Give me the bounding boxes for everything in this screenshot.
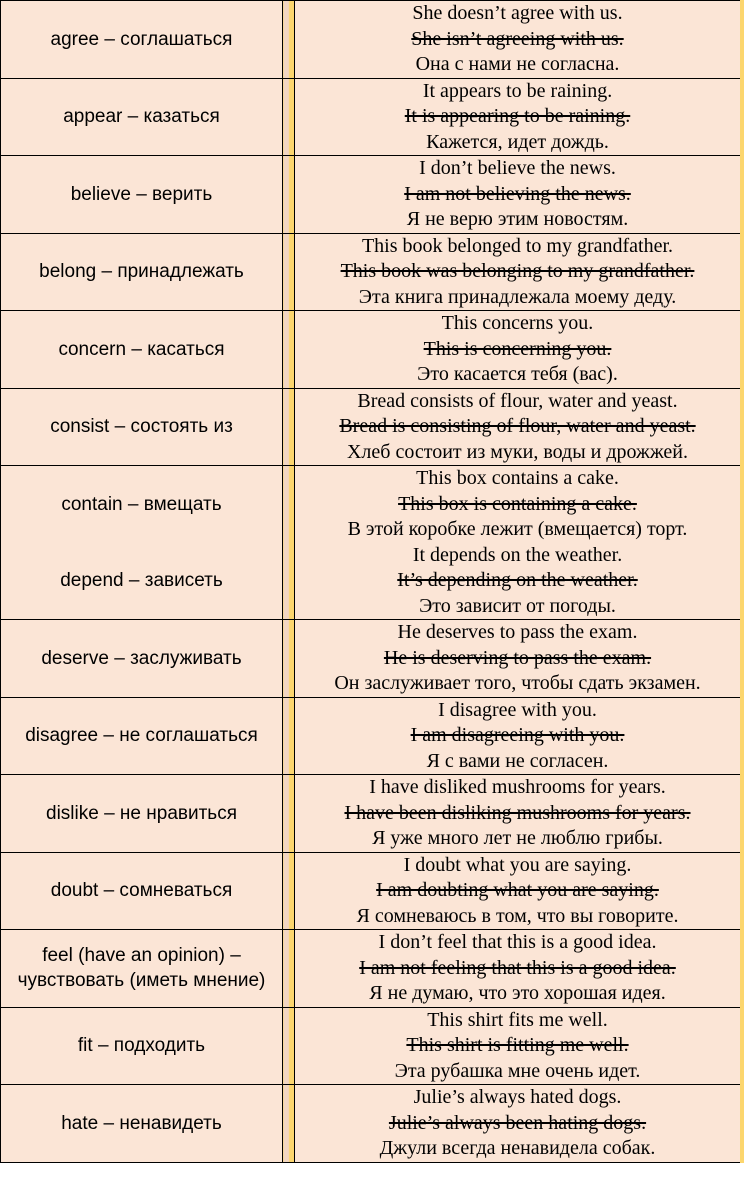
verb-cell: feel (have an opinion) – чувствовать (иметь мнение) [1, 930, 283, 1008]
example-cell [295, 697, 743, 775]
wrong-example: I am doubting what you are saying. [376, 879, 659, 901]
wrong-example: Bread is consisting of flour, water and yeast. [339, 415, 696, 437]
table-row [1, 233, 743, 311]
verb-cell: dislike – не нравиться [1, 775, 283, 853]
table-row [1, 156, 743, 234]
translation: Кажется, идет дождь. [426, 130, 609, 153]
translation: Эта книга принадлежала моему деду. [358, 285, 677, 308]
translation: Хлеб состоит из муки, воды и дрожжей. [346, 440, 688, 463]
column-divider [283, 697, 295, 775]
correct-example: I don’t feel that this is a good idea. [378, 931, 657, 953]
column-divider [283, 775, 295, 853]
column-divider [283, 930, 295, 1008]
wrong-example: I am disagreeing with you. [410, 724, 625, 746]
translation: В этой коробке лежит (вмещается) торт. [347, 518, 688, 540]
example-cell [295, 78, 743, 156]
table-row [1, 852, 743, 930]
column-divider [283, 852, 295, 930]
translation: Эта рубашка мне очень идет. [394, 1059, 641, 1082]
translation: Она с нами не согласна. [415, 53, 620, 75]
verb-cell: belong – принадлежать [1, 233, 283, 311]
column-divider [283, 156, 295, 234]
table-row [1, 311, 743, 389]
example-cell [295, 1007, 743, 1085]
wrong-example: Julie’s always been hating dogs. [388, 1111, 647, 1134]
wrong-example: I have been disliking mushrooms for years. [344, 801, 691, 824]
column-divider [283, 388, 295, 466]
correct-example: Bread consists of flour, water and yeast. [357, 389, 678, 412]
wrong-example: It is appearing to be raining. [404, 105, 631, 127]
wrong-example: I am not believing the news. [404, 182, 631, 205]
column-divider [283, 311, 295, 389]
example-cell [295, 156, 743, 234]
translation: Джули всегда ненавидела собак. [379, 1137, 656, 1159]
wrong-example: I am not feeling that this is a good idea. [359, 956, 676, 979]
column-divider [283, 620, 295, 698]
column-divider [283, 1007, 295, 1085]
table-row [1, 620, 743, 698]
example-cell [295, 852, 743, 930]
verb-cell-merged [1, 466, 283, 620]
wrong-example: He is deserving to pass the exam. [383, 646, 652, 669]
column-divider [283, 233, 295, 311]
translation: Я уже много лет не люблю грибы. [372, 827, 663, 849]
wrong-example: This shirt is fitting me well. [406, 1034, 629, 1056]
table-row [1, 1, 743, 79]
table-row [1, 1007, 743, 1085]
table-row [1, 78, 743, 156]
example-cell [295, 466, 743, 620]
verb-cell: hate – ненавидеть [1, 1085, 283, 1163]
example-cell [295, 233, 743, 311]
translation: Я сомневаюсь в том, что вы говорите. [356, 904, 679, 927]
verb-cell: concern – касаться [1, 311, 283, 389]
correct-example: This concerns you. [441, 312, 594, 334]
verb-cell: believe – верить [1, 156, 283, 234]
example-cell [295, 1, 743, 79]
table-row [1, 775, 743, 853]
table-row [1, 1085, 743, 1163]
correct-example: This box contains a cake. [416, 467, 619, 489]
wrong-example: This book was belonging to my grandfather. [340, 260, 695, 282]
verb-cell: deserve – заслуживать [1, 620, 283, 698]
verb-label: depend – зависеть [60, 570, 223, 592]
example-cell [295, 311, 743, 389]
correct-example: This book belonged to my grandfather. [361, 234, 674, 257]
table-row [1, 697, 743, 775]
correct-example: It depends on the weather. [412, 543, 623, 566]
verb-cell: appear – казаться [1, 78, 283, 156]
correct-example: I disagree with you. [438, 698, 597, 721]
column-divider [283, 78, 295, 156]
verb-cell: consist – состоять из [1, 388, 283, 466]
translation: Я с вами не согласен. [426, 749, 609, 772]
translation: Это зависит от погоды. [419, 594, 616, 617]
correct-example: She doesn’t agree with us. [412, 2, 623, 24]
column-divider [283, 1, 295, 79]
correct-example: This shirt fits me well. [427, 1008, 608, 1031]
wrong-example: This box is containing a cake. [398, 492, 637, 515]
translation: Он заслуживает того, чтобы сдать экзамен. [334, 672, 701, 694]
verb-cell: fit – подходить [1, 1007, 283, 1085]
column-divider [283, 466, 295, 620]
correct-example: Julie’s always hated dogs. [413, 1086, 622, 1108]
correct-example: I don’t believe the news. [419, 157, 616, 179]
column-divider [283, 1085, 295, 1163]
table-row [1, 466, 743, 620]
correct-example: It appears to be raining. [422, 79, 613, 102]
correct-example: He deserves to pass the exam. [397, 621, 638, 643]
example-cell [295, 1085, 743, 1163]
translation: Я не верю этим новостям. [406, 208, 629, 230]
verb-cell: doubt – сомневаться [1, 852, 283, 930]
table-row [1, 930, 743, 1008]
translation: Это касается тебя (вас). [417, 363, 618, 385]
correct-example: I have disliked mushrooms for years. [369, 776, 666, 798]
correct-example: I doubt what you are saying. [403, 853, 632, 876]
example-cell [295, 388, 743, 466]
table-row [1, 388, 743, 466]
translation: Я не думаю, что это хорошая идея. [369, 982, 666, 1004]
wrong-example: This is concerning you. [423, 337, 612, 360]
verb-cell: agree – соглашаться [1, 1, 283, 79]
wrong-example: It’s depending on the weather. [397, 569, 638, 591]
verb-label: contain – вмещать [61, 493, 222, 515]
wrong-example: She isn’t agreeing with us. [411, 27, 624, 50]
example-cell [295, 930, 743, 1008]
example-cell [295, 620, 743, 698]
example-cell [295, 775, 743, 853]
verb-cell: disagree – не соглашаться [1, 697, 283, 775]
